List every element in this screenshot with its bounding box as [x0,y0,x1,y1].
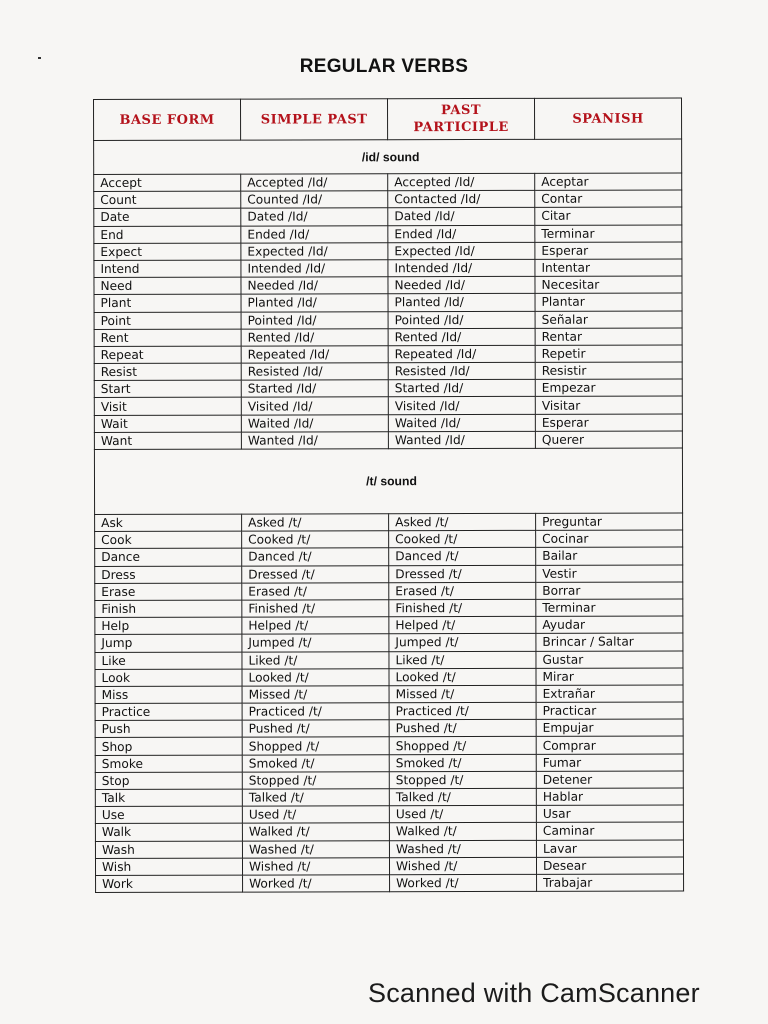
cell-simple-past: Walked /t/ [242,823,389,841]
cell-simple-past: Planted /Id/ [241,294,388,312]
cell-simple-past: Counted /Id/ [241,191,388,209]
table-row [94,414,682,433]
cell-spanish: Repetir [535,345,682,363]
cell-simple-past: Practiced /t/ [242,703,389,721]
cell-base-form: Visit [94,398,241,416]
cell-simple-past: Missed /t/ [242,686,389,704]
cell-spanish: Contar [535,190,682,208]
cell-past-participle: Waited /Id/ [388,414,535,432]
cell-past-participle: Worked /t/ [390,874,537,892]
cell-spanish: Usar [536,805,683,823]
cell-spanish: Trabajar [537,874,684,892]
cell-past-participle: Used /t/ [389,806,536,824]
cell-base-form: Erase [95,583,242,601]
cell-base-form: Cook [95,531,242,549]
camscanner-watermark: Scanned with CamScanner [368,978,700,1008]
cell-past-participle: Pushed /t/ [389,720,536,738]
cell-spanish: Preguntar [536,513,683,531]
cell-simple-past: Jumped /t/ [242,634,389,652]
section-heading: /id/ sound [94,139,682,175]
cell-simple-past: Talked /t/ [242,789,389,807]
cell-spanish: Lavar [536,840,683,858]
cell-simple-past: Started /Id/ [241,380,388,398]
table-row [94,379,682,398]
table-row [94,431,682,450]
cell-base-form: Plant [94,294,241,312]
header-past-participle-text: PAST PARTICIPLE [413,102,509,136]
cell-past-participle: Erased /t/ [389,582,536,600]
cell-past-participle: Missed /t/ [389,685,536,703]
section-heading: /t/ sound [94,448,682,515]
cell-simple-past: Wanted /Id/ [241,432,388,450]
cell-spanish: Intentar [535,259,682,277]
table-row [94,173,682,192]
cell-simple-past: Dated /Id/ [241,208,388,226]
table-row [95,736,683,755]
cell-past-participle: Practiced /t/ [389,702,536,720]
cell-base-form: Rent [94,329,241,347]
table-row [95,805,683,824]
section-heading-row [94,448,682,515]
cell-base-form: Intend [94,260,241,278]
cell-spanish: Rentar [535,328,682,346]
cell-past-participle: Wished /t/ [389,857,536,875]
cell-spanish: Resistir [535,362,682,380]
cell-base-form: Start [94,380,241,398]
table-row [94,345,682,364]
cell-simple-past: Intended /Id/ [241,260,388,278]
cell-base-form: Dance [95,548,242,566]
cell-simple-past: Rented /Id/ [241,328,388,346]
cell-base-form: Smoke [95,755,242,773]
cell-spanish: Terminar [535,225,682,243]
cell-spanish: Esperar [535,242,682,260]
cell-past-participle: Needed /Id/ [388,276,535,294]
cell-past-participle: Contacted /Id/ [388,191,535,209]
table-row [94,190,682,209]
cell-base-form: Expect [94,243,241,261]
table-row [94,207,682,226]
cell-simple-past: Pointed /Id/ [241,311,388,329]
cell-simple-past: Pushed /t/ [242,720,389,738]
cell-simple-past: Waited /Id/ [241,414,388,432]
cell-past-participle: Dated /Id/ [388,208,535,226]
cell-spanish: Querer [535,431,682,449]
cell-past-participle: Rented /Id/ [388,328,535,346]
cell-spanish: Practicar [536,702,683,720]
cell-past-participle: Pointed /Id/ [388,311,535,329]
cell-past-participle: Planted /Id/ [388,294,535,312]
cell-simple-past: Stopped /t/ [242,772,389,790]
table-row [95,530,683,549]
cell-base-form: Dress [95,566,242,584]
cell-base-form: Wait [94,415,241,433]
page-title: REGULAR VERBS [299,56,469,77]
cell-simple-past: Finished /t/ [242,600,389,618]
cell-base-form: Like [95,652,242,670]
cell-spanish: Citar [535,207,682,225]
cell-simple-past: Expected /Id/ [241,242,388,260]
cell-spanish: Fumar [536,754,683,772]
cell-spanish: Necesitar [535,276,682,294]
cell-spanish: Visitar [535,396,682,414]
cell-past-participle: Asked /t/ [389,513,536,531]
cell-past-participle: Walked /t/ [389,823,536,841]
cell-simple-past: Liked /t/ [242,651,389,669]
cell-spanish: Aceptar [535,173,682,191]
cell-spanish: Cocinar [536,530,683,548]
cell-simple-past: Visited /Id/ [241,397,388,415]
cell-base-form: Work [96,875,243,893]
cell-past-participle: Shopped /t/ [389,737,536,755]
verb-table-body [94,139,684,893]
section-heading-row [94,139,682,175]
cell-past-participle: Jumped /t/ [389,634,536,652]
table-row [95,650,683,669]
table-row [94,293,682,312]
cell-simple-past: Danced /t/ [242,548,389,566]
cell-spanish: Gustar [536,650,683,668]
table-row [95,565,683,584]
cell-spanish: Brincar / Saltar [536,633,683,651]
table-row [96,874,684,893]
cell-simple-past: Ended /Id/ [241,225,388,243]
cell-simple-past: Asked /t/ [242,514,389,532]
cell-base-form: Ask [95,514,242,532]
table-row [95,599,683,618]
cell-spanish: Borrar [536,582,683,600]
table-row [95,685,683,704]
cell-base-form: Use [95,806,242,824]
cell-simple-past: Looked /t/ [242,668,389,686]
table-row [94,310,682,329]
cell-past-participle: Helped /t/ [389,616,536,634]
cell-simple-past: Worked /t/ [243,875,390,893]
table-row [95,719,683,738]
cell-spanish: Empezar [535,379,682,397]
cell-base-form: Date [94,208,241,226]
cell-simple-past: Wished /t/ [242,857,389,875]
header-row [94,98,682,141]
cell-past-participle: Expected /Id/ [388,242,535,260]
cell-spanish: Hablar [536,788,683,806]
cell-simple-past: Erased /t/ [242,582,389,600]
cell-spanish: Esperar [535,414,682,432]
cell-simple-past: Smoked /t/ [242,754,389,772]
cell-base-form: Finish [95,600,242,618]
cell-base-form: Push [95,720,242,738]
cell-base-form: Point [94,312,241,330]
header-spanish: SPANISH [534,98,681,139]
cell-past-participle: Talked /t/ [389,788,536,806]
table-row [94,396,682,415]
header-past-participle [388,98,535,139]
cell-simple-past: Helped /t/ [242,617,389,635]
table-row [95,582,683,601]
table-row [95,702,683,721]
cell-past-participle: Smoked /t/ [389,754,536,772]
table-row [94,225,682,244]
cell-past-participle: Intended /Id/ [388,259,535,277]
cell-simple-past: Shopped /t/ [242,737,389,755]
cell-simple-past: Accepted /Id/ [241,174,388,192]
cell-spanish: Comprar [536,736,683,754]
cell-simple-past: Used /t/ [242,806,389,824]
cell-past-participle: Washed /t/ [389,840,536,858]
cell-base-form: Shop [95,738,242,756]
cell-past-participle: Ended /Id/ [388,225,535,243]
cell-spanish: Desear [536,857,683,875]
cell-past-participle: Looked /t/ [389,668,536,686]
cell-simple-past: Resisted /Id/ [241,363,388,381]
table-row [95,754,683,773]
cell-base-form: Resist [94,363,241,381]
cell-simple-past: Washed /t/ [242,840,389,858]
cell-past-participle: Finished /t/ [389,599,536,617]
table-row [95,857,683,876]
table-row [94,259,682,278]
verb-table [93,97,684,893]
table-row [94,328,682,347]
header-simple-past: SIMPLE PAST [241,99,388,140]
table-row [95,788,683,807]
cell-past-participle: Dressed /t/ [389,565,536,583]
cell-past-participle: Danced /t/ [389,548,536,566]
cell-spanish: Vestir [536,565,683,583]
cell-base-form: Stop [95,772,242,790]
cell-base-form: Walk [95,823,242,841]
cell-simple-past: Dressed /t/ [242,565,389,583]
table-row [95,547,683,566]
table-row [95,616,683,635]
cell-past-participle: Accepted /Id/ [388,173,535,191]
cell-base-form: Repeat [94,346,241,364]
cell-simple-past: Repeated /Id/ [241,346,388,364]
cell-base-form: End [94,226,241,244]
cell-spanish: Bailar [536,547,683,565]
cell-past-participle: Repeated /Id/ [388,345,535,363]
cell-past-participle: Stopped /t/ [389,771,536,789]
cell-base-form: Jump [95,634,242,652]
cell-base-form: Miss [95,686,242,704]
table-row [95,822,683,841]
cell-base-form: Talk [95,789,242,807]
cell-spanish: Terminar [536,599,683,617]
cell-spanish: Empujar [536,719,683,737]
cell-base-form: Wish [95,858,242,876]
cell-spanish: Ayudar [536,616,683,634]
cell-base-form: Help [95,617,242,635]
cell-base-form: Wash [95,841,242,859]
table-row [95,513,683,532]
cell-past-participle: Liked /t/ [389,651,536,669]
verb-table-container [93,97,683,893]
cell-simple-past: Needed /Id/ [241,277,388,295]
table-row [94,242,682,261]
cell-base-form: Practice [95,703,242,721]
cell-past-participle: Started /Id/ [388,380,535,398]
table-row [95,633,683,652]
cell-base-form: Need [94,277,241,295]
table-row [94,276,682,295]
cell-spanish: Detener [536,771,683,789]
cell-spanish: Plantar [535,293,682,311]
cell-base-form: Count [94,191,241,209]
cell-base-form: Accept [94,174,241,192]
cell-base-form: Look [95,669,242,687]
cell-past-participle: Resisted /Id/ [388,362,535,380]
cell-spanish: Señalar [535,310,682,328]
cell-base-form: Want [94,432,241,450]
cell-spanish: Extrañar [536,685,683,703]
table-row [95,771,683,790]
table-row [94,362,682,381]
cell-simple-past: Cooked /t/ [242,531,389,549]
table-row [95,840,683,859]
cell-past-participle: Cooked /t/ [389,531,536,549]
cell-past-participle: Visited /Id/ [388,397,535,415]
cell-spanish: Mirar [536,668,683,686]
cell-spanish: Caminar [536,822,683,840]
table-row [95,668,683,687]
header-base-form: BASE FORM [94,99,241,140]
cell-past-participle: Wanted /Id/ [388,431,535,449]
